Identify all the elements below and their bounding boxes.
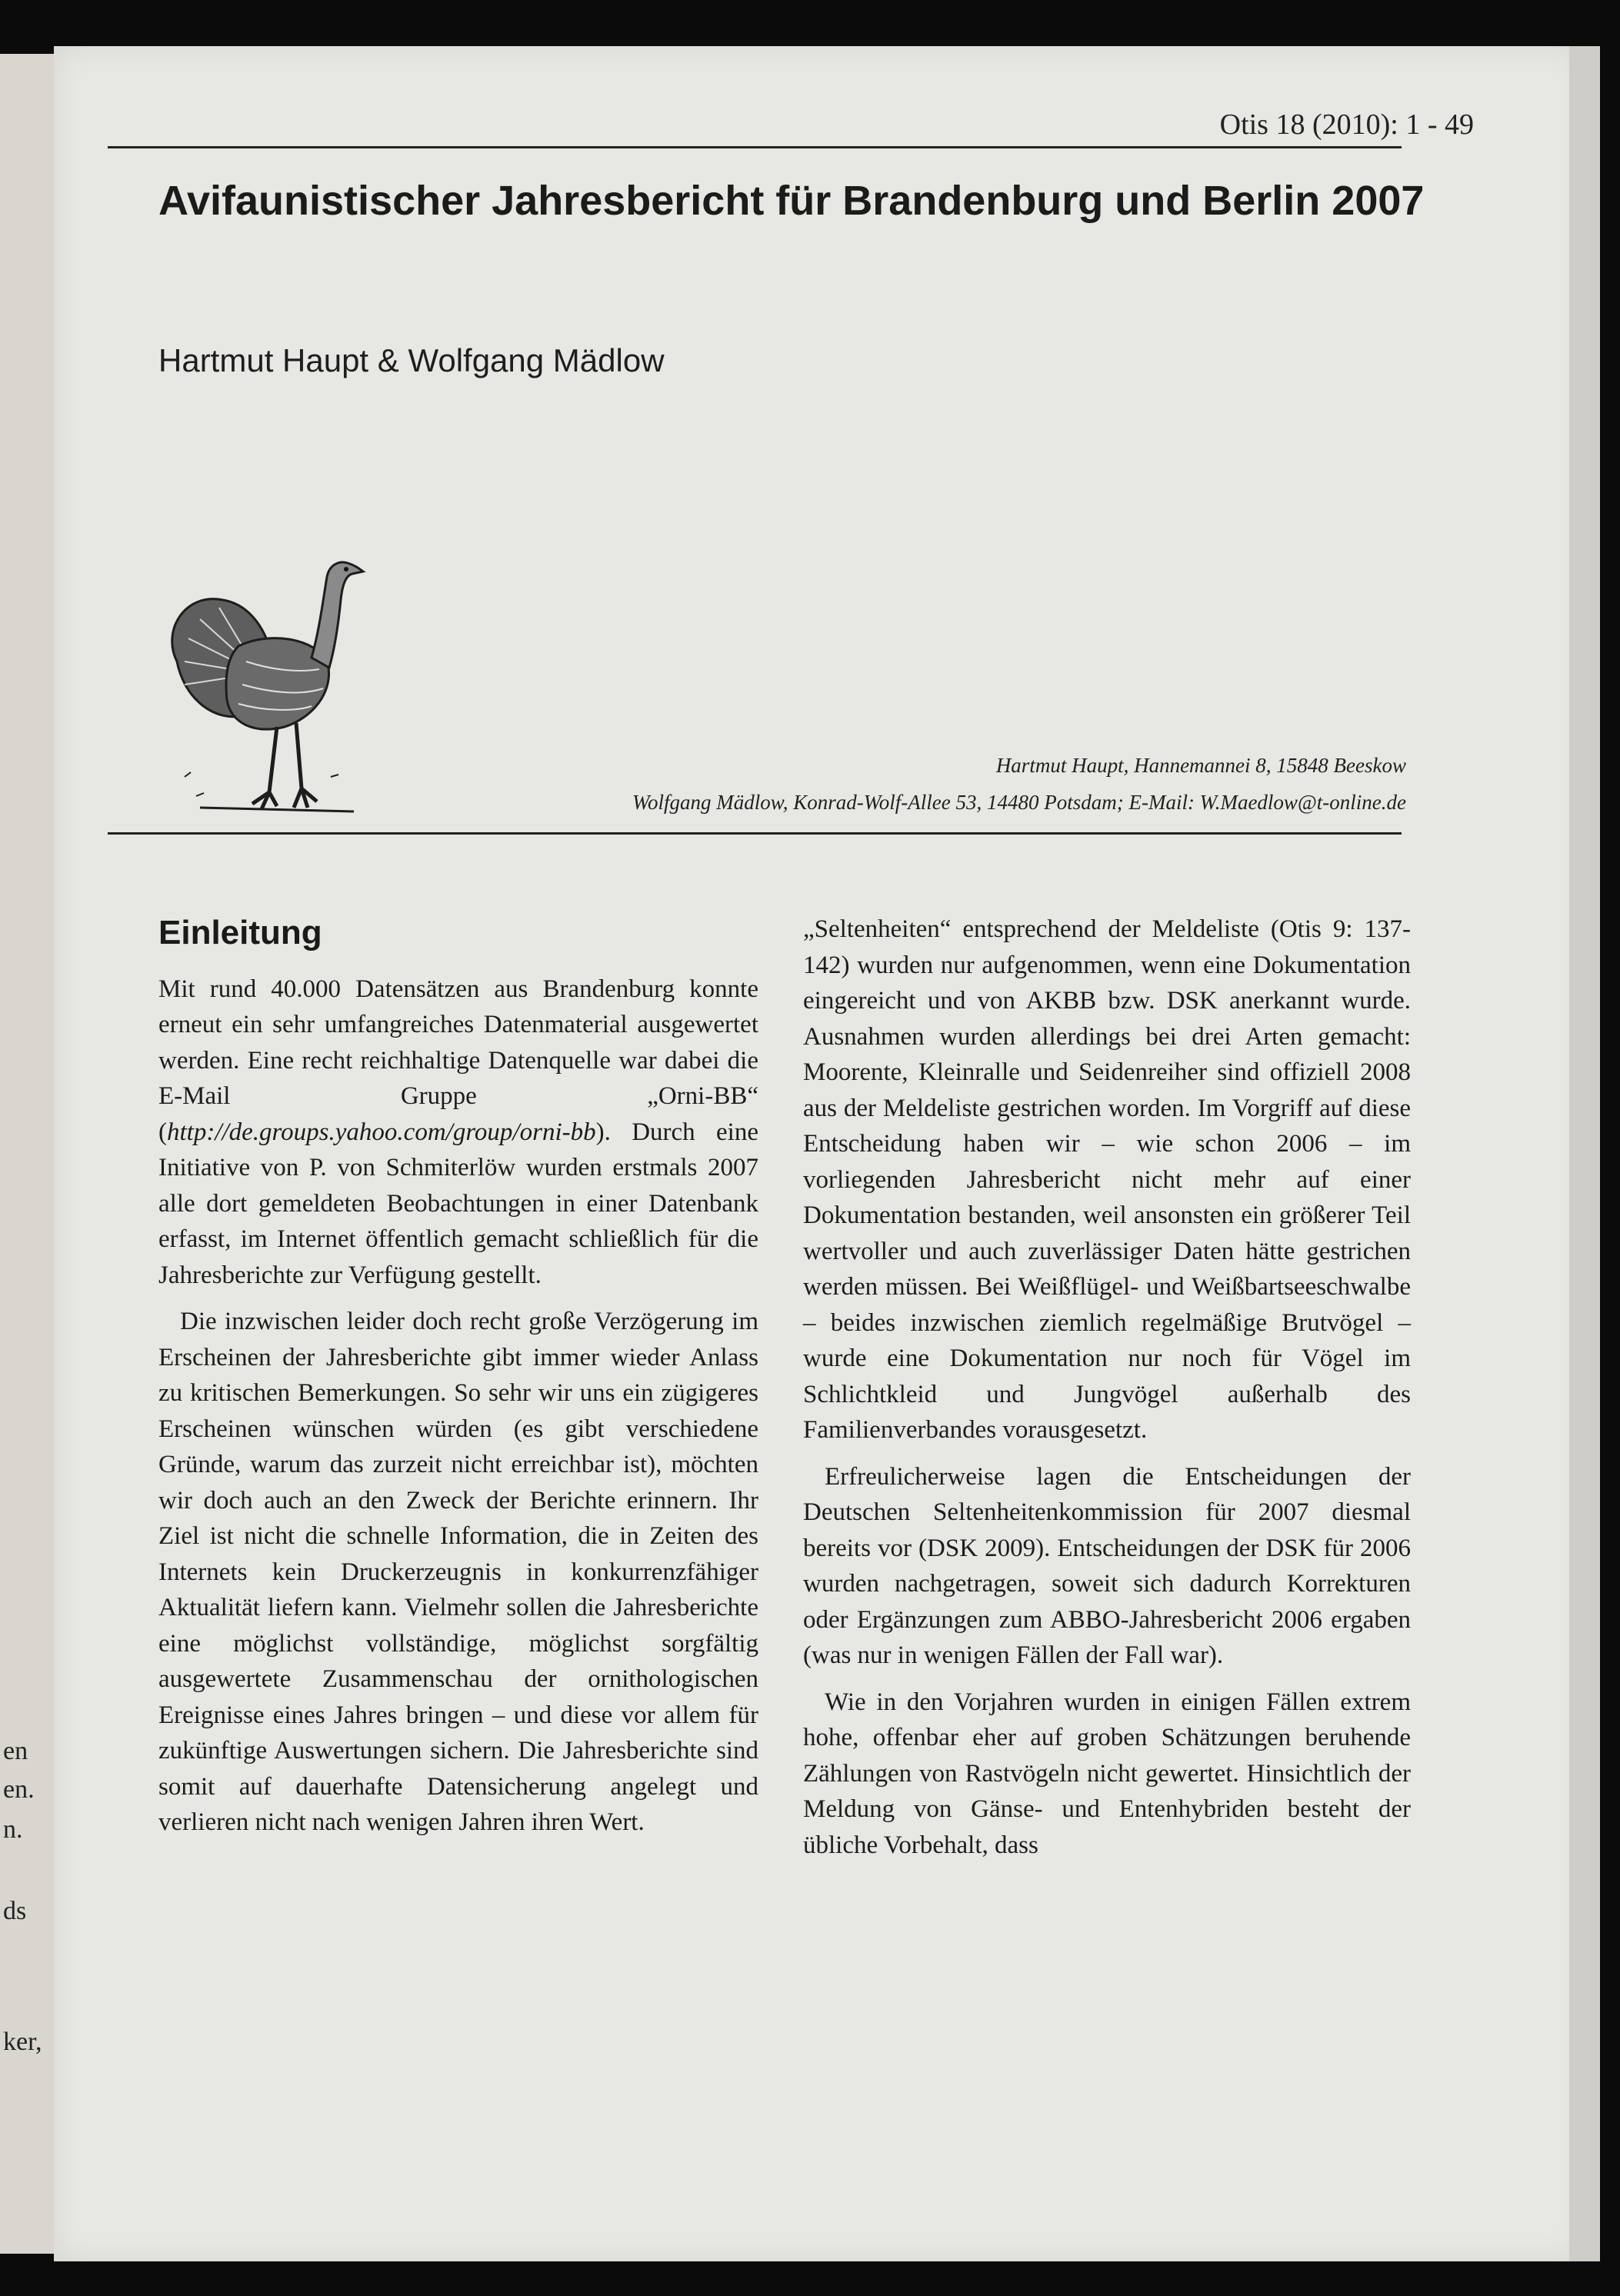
author-address: Wolfgang Mädlow, Konrad-Wolf-Allee 53, 14480 Potsdam; E-Mail: W.Maedlow@t-online.de	[632, 791, 1406, 814]
address-rule	[108, 832, 1402, 835]
author-address: Hartmut Haupt, Hannemannei 8, 15848 Beeskow	[995, 754, 1406, 777]
paragraph: Die inzwischen leider doch recht große Verzögerung im Erscheinen der Jahresberichte gibt immer wieder Anlass zu kritischen Bemerkungen. So sehr wir uns ein zügigeres Erscheinen wünschen würden (es gibt verschiedene Gründe, warum das zurzeit nicht erreichbar ist), möchten wir doch auch an den Zweck der Berichte erinnern. Ihr Ziel ist nicht die schnelle Information, die in Zeiten des Internets kein Druckerzeugnis in konkurrenzfähiger Aktualität liefern kann. Vielmehr sollen die Jahresberichte eine möglichst vollständige, möglichst sorgfältig ausgewertete Zusammenschau der ornithologischen Ereignisse eines Jahres bringen – und diese vor allem für zukünftige Auswertungen sichern. Die Jahresberichte sind somit auf dauerhafte Datensicherung angelegt und verlieren nicht nach wenigen Jahren ihren Wert.	[158, 1308, 758, 1836]
paragraph: „Seltenheiten“ entsprechend der Meldeliste (Otis 9: 137-142) wurden nur aufgenommen, wenn eine Dokumentation eingereicht und von AKBB bzw. DSK anerkannt wurde. Ausnahmen wurden allerdings bei drei Arten gemacht: Moorente, Kleinralle und Seidenreiher sind offiziell 2008 aus der Meldeliste gestrichen worden. Im Vorgriff auf diese Entscheidung haben wir – wie schon 2006 – im vorliegenden Jahresbericht nicht mehr auf einer Dokumentation bestanden, weil ansonsten ein größerer Teil wertvoller und auch zuverlässiger Daten hätte gestrichen werden müssen. Bei Weißflügel- und Weißbartseeschwalbe – beides inzwischen ziemlich regelmäßige Brutvögel – wurde eine Dokumentation nur noch für Vögel im Schlichtkleid und Jungvögel außerhalb des Familienverbandes vorausgesetzt.	[803, 915, 1411, 1444]
article-title: Avifaunistischer Jahresbericht für Brandenburg und Berlin 2007	[158, 178, 1425, 224]
page-edge-strip	[1569, 46, 1600, 2261]
paragraph: Erfreulicherweise lagen die Entscheidungen der Deutschen Seltenheitenkommission für 2007 diesmal bereits vor (DSK 2009). Entscheidungen der DSK für 2006 wurden nachgetragen, soweit sich dadurch Korrekturen oder Ergänzungen zum ABBO-Jahresbericht 2006 ergaben (was nur in wenigen Fällen der Fall war).	[803, 1462, 1411, 1669]
header-rule	[108, 146, 1402, 148]
right-column	[803, 911, 1411, 1874]
paragraph-text: Mit rund 40.000 Datensätzen aus Brandenburg konnte erneut ein sehr umfangreiches Datenmaterial ausgewertet werden. Eine recht reichhaltige Datenquelle war dabei die E-Mail Gruppe „Orni-BB“ (	[158, 975, 758, 1146]
url-link[interactable]: http://de.groups.yahoo.com/group/orni-bb	[167, 1118, 596, 1146]
left-page-fragment: en	[3, 1737, 28, 1765]
left-column	[158, 915, 758, 1851]
paragraph-text: ). Durch eine Initiative von P. von Schmiterlöw wurden erstmals 2007 alle dort gemeldeten Beobachtungen in einer Datenbank erfasst, im Internet öffentlich gemacht schließlich für die Jahresberichte zur Verfügung gestellt.	[158, 1118, 758, 1289]
paragraph	[158, 971, 758, 1294]
left-page-fragment: ds	[3, 1897, 27, 1925]
paragraph: Wie in den Vorjahren wurden in einigen Fällen extrem hohe, offenbar eher auf groben Schätzungen beruhende Zählungen von Rastvögeln nicht gewertet. Hinsichtlich der Meldung von Gänse- und Entenhybriden besteht der übliche Vorbehalt, dass	[803, 1688, 1411, 1859]
section-heading: Einleitung	[158, 914, 322, 951]
article-authors: Hartmut Haupt & Wolfgang Mädlow	[158, 342, 665, 378]
left-page-fragment: en.	[3, 1775, 35, 1804]
journal-reference: Otis 18 (2010): 1 - 49	[1219, 108, 1474, 141]
left-page-fragment: ker,	[3, 2028, 42, 2056]
left-page-fragment: n.	[3, 1815, 23, 1844]
great-bustard-icon	[154, 546, 377, 823]
